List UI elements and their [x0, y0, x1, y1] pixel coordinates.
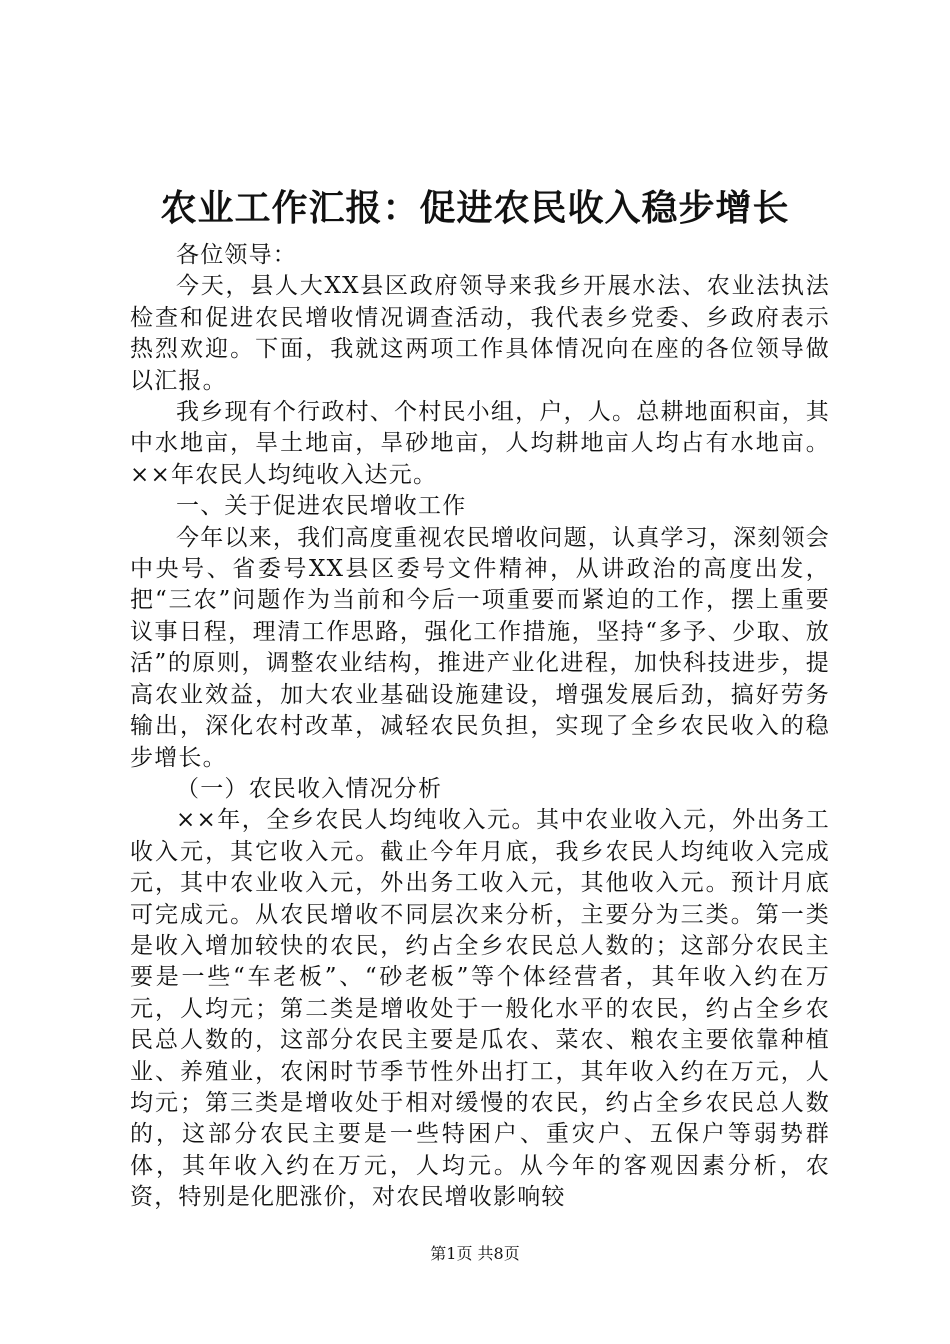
page-footer: 第1页 共8页	[430, 1244, 520, 1263]
paragraph-income-analysis: ××年，全乡农民人均纯收入元。其中农业收入元，外出务工收入元，其它收入元。截止今年月底，我乡农民人均纯收入完成元，其中农业收入元，外出务工收入元，其他收入元。预计月底可完成元。从农民增收不同层次来分析，主要分为三类。第一类是收入增加较快的农民，约占全乡农民总人数的；这部分农民主要是一些“车老板”、“砂老板”等个体经营者，其年收入约在万元，人均元；第二类是增收处于一般化水平的农民，约占全乡农民总人数的，这部分农民主要是瓜农、菜农、粮农主要依靠种植业、养殖业，农闲时节季节性外出打工，其年收入约在万元，人均元；第三类是增收处于相对缓慢的农民，约占全乡农民总人数的，这部分农民主要是一些特困户、重灾户、五保户等弱势群体，其年收入约在万元，人均元。从今年的客观因素分析，农资，特别是化肥涨价，对农民增收影响较	[130, 807, 830, 1211]
document-body	[130, 240, 830, 1214]
section-heading-1: 一、关于促进农民增收工作	[176, 493, 467, 520]
paragraph-overview: 我乡现有个行政村、个村民小组，户，人。总耕地面积亩，其中水地亩，旱土地亩，旱砂地亩，人均耕地亩人均占有水地亩。××年农民人均纯收入达元。	[130, 399, 830, 488]
salutation: 各位领导：	[176, 242, 297, 268]
subsection-heading-1: （一）农民收入情况分析	[176, 775, 443, 802]
paragraph-intro: 今天，县人大XX县区政府领导来我乡开展水法、农业法执法检查和促进农民增收情况调查活动，我代表乡党委、乡政府表示热烈欢迎。下面，我就这两项工作具体情况向在座的各位领导做以汇报。	[130, 273, 830, 394]
document-title: 农业工作汇报：促进农民收入稳步增长	[160, 187, 790, 229]
paragraph-work-summary: 今年以来，我们高度重视农民增收问题，认真学习，深刻领会中央号、省委号XX县区委号文件精神，从讲政治的高度出发，把“三农”问题作为当前和今后一项重要而紧迫的工作，摆上重要议事日程，理清工作思路，强化工作措施，坚持“多予、少取、放活”的原则，调整农业结构，推进产业化进程，加快科技进步，提高农业效益，加大农业基础设施建设，增强发展后劲，搞好劳务输出，深化农村改革，减轻农民负担，实现了全乡农民收入的稳步增长。	[130, 524, 830, 771]
